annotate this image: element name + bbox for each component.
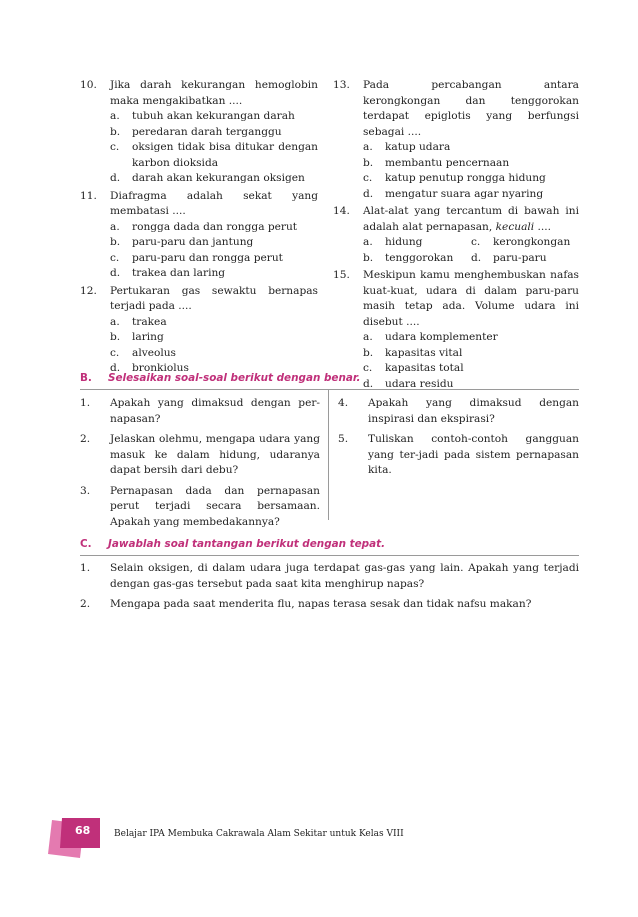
question-text: Tuliskan contoh-contoh gangguan yang ter-jadi pada sistem pernapasan kita.	[368, 433, 579, 476]
question-text: Jelaskan olehmu, mengapa udara yang masuk ke dalam hidung, udaranya dapat bersih dari debu?	[110, 433, 320, 476]
option	[363, 346, 579, 362]
section-a-left-column	[80, 78, 318, 379]
challenge-question-2	[80, 597, 579, 613]
option	[110, 125, 318, 141]
question-text: Pertukaran gas sewaktu bernapas terjadi pada ....	[110, 284, 318, 312]
question-10	[80, 78, 318, 187]
option	[110, 315, 318, 331]
option	[363, 187, 579, 203]
option-text: kapasitas vital	[385, 346, 463, 359]
option	[110, 220, 318, 236]
option-text: peredaran darah terganggu	[132, 125, 282, 138]
option-letter: a.	[110, 220, 120, 233]
question-text-part: ....	[534, 220, 552, 233]
essay-question-3	[80, 484, 320, 531]
option-letter: c.	[110, 141, 120, 153]
option-text: bronkiolus	[132, 362, 189, 374]
option-letter: c.	[110, 346, 120, 359]
option	[110, 346, 318, 362]
option-letter: d.	[471, 251, 482, 264]
option	[471, 235, 579, 251]
section-b-left-column	[80, 396, 320, 532]
option-letter: c.	[110, 251, 120, 264]
option-text: alveolus	[132, 346, 176, 359]
option-text: katup penutup rongga hidung	[385, 172, 546, 184]
option-letter: c.	[471, 236, 481, 248]
option	[110, 266, 318, 282]
option-text: paru-paru dan rongga perut	[132, 251, 283, 264]
option	[110, 235, 318, 251]
option-text: mengatur suara agar nyaring	[385, 187, 544, 200]
question-text: Apakah yang dimaksud dengan inspirasi dan ekspirasi?	[368, 397, 579, 425]
question-text	[363, 204, 579, 235]
question-text: Jika darah kekurangan hemoglobin maka mengakibatkan ....	[110, 79, 318, 107]
question-number: 14.	[333, 205, 350, 217]
option	[363, 171, 579, 187]
option-letter: a.	[363, 331, 373, 343]
option-text: oksigen tidak bisa ditukar dengan karbon dioksida	[132, 141, 318, 169]
option-text: kerongkongan	[493, 236, 571, 248]
question-emphasis: kecuali	[495, 220, 535, 233]
question-number: 12.	[80, 284, 97, 297]
option	[110, 330, 318, 346]
question-text: Selain oksigen, di dalam udara juga terdapat gas-gas yang lain. Apakah yang terjadi dengan gas-gas tersebut pada saat kita menghirup napas?	[110, 562, 579, 590]
section-b-divider	[80, 389, 579, 390]
question-text: Apakah yang dimaksud dengan per-napasan?	[110, 397, 320, 425]
option-text: trakea	[132, 315, 167, 328]
option	[110, 140, 318, 171]
question-12	[80, 284, 318, 377]
page-number: 68	[75, 824, 91, 837]
option-letter: b.	[110, 236, 121, 248]
question-11	[80, 189, 318, 282]
option-row	[363, 235, 579, 251]
option	[363, 235, 471, 251]
question-number: 13.	[333, 79, 350, 91]
option-text: tubuh akan kekurangan darah	[132, 110, 295, 122]
option	[363, 251, 471, 267]
option-text: kapasitas total	[385, 362, 464, 374]
option-letter: a.	[363, 236, 373, 248]
option-letter: b.	[363, 156, 374, 169]
essay-question-5	[338, 432, 579, 479]
option	[110, 109, 318, 125]
section-title: Jawablah soal tantangan berikut dengan tepat.	[108, 538, 386, 550]
section-a-right-column	[333, 78, 579, 394]
option	[363, 140, 579, 156]
option-row	[363, 251, 579, 267]
option-text: membantu pencernaan	[385, 156, 510, 169]
essay-question-4	[338, 396, 579, 427]
option-text: udara residu	[385, 377, 454, 390]
question-number: 3.	[80, 484, 91, 497]
question-text: Pada percabangan antara kerongkongan dan tenggorokan terdapat epiglotis yang berfungsi sebagai ....	[363, 79, 579, 138]
option-text: laring	[132, 331, 164, 343]
option-letter: b.	[363, 251, 374, 264]
option	[363, 156, 579, 172]
section-title: Selesaikan soal-soal berikut dengan benar.	[108, 372, 361, 384]
option-letter: c.	[363, 362, 373, 374]
question-text: Mengapa pada saat menderita flu, napas terasa sesak dan tidak nafsu makan?	[110, 598, 532, 610]
option-text: hidung	[385, 236, 423, 248]
section-c-divider	[80, 555, 579, 556]
option	[110, 251, 318, 267]
question-number: 15.	[333, 269, 350, 281]
section-b-right-column	[338, 396, 579, 481]
option-text: tenggorokan	[385, 251, 454, 264]
challenge-question-1	[80, 561, 579, 592]
option-letter: d.	[363, 377, 374, 390]
essay-question-2	[80, 432, 320, 479]
section-letter: C.	[80, 538, 92, 550]
option	[363, 330, 579, 346]
question-text: Pernapasan dada dan pernapasan perut terjadi secara bersamaan. Apakah yang membedakannya?	[110, 484, 320, 528]
book-title: Belajar IPA Membuka Cakrawala Alam Sekitar untuk Kelas VIII	[114, 829, 404, 839]
option-letter: a.	[110, 110, 120, 122]
question-text: Diafragma adalah sekat yang membatasi ....	[110, 189, 318, 217]
option-text: trakea dan laring	[132, 267, 226, 279]
option-letter: d.	[110, 172, 121, 184]
question-text-part: Alat-alat yang tercantum di bawah ini adalah alat pernapasan,	[363, 205, 579, 233]
option-letter: b.	[110, 125, 121, 138]
question-number: 1.	[80, 562, 91, 574]
option-letter: c.	[363, 172, 373, 184]
section-c-list	[80, 561, 579, 615]
option-letter: d.	[363, 187, 374, 200]
question-number: 11.	[80, 189, 97, 202]
question-number: 1.	[80, 397, 91, 409]
section-b-column-divider	[328, 390, 329, 520]
option-text: udara komplementer	[385, 331, 498, 343]
question-number: 2.	[80, 433, 91, 445]
question-14	[333, 204, 579, 266]
question-number: 4.	[338, 397, 349, 409]
section-letter: B.	[80, 372, 92, 384]
option-letter: d.	[110, 267, 121, 279]
option-letter: a.	[363, 141, 373, 153]
question-number: 10.	[80, 79, 97, 91]
option-text: katup udara	[385, 141, 451, 153]
option-letter: a.	[110, 315, 120, 328]
option-letter: b.	[363, 346, 374, 359]
option-letter: b.	[110, 331, 121, 343]
question-13	[333, 78, 579, 202]
option-text: rongga dada dan rongga perut	[132, 220, 298, 233]
question-text: Meskipun kamu menghembuskan nafas kuat-kuat, udara di dalam paru-paru masih tetap ada. Volume udara ini disebut ....	[363, 269, 579, 328]
question-number: 5.	[338, 433, 349, 445]
option-letter: d.	[110, 362, 121, 374]
question-number: 2.	[80, 598, 91, 610]
option	[363, 361, 579, 377]
option-text: paru-paru	[493, 251, 547, 264]
question-15	[333, 268, 579, 392]
option	[110, 171, 318, 187]
option-text: darah akan kekurangan oksigen	[132, 172, 305, 184]
option	[471, 251, 579, 267]
essay-question-1	[80, 396, 320, 427]
option-text: paru-paru dan jantung	[132, 236, 254, 248]
